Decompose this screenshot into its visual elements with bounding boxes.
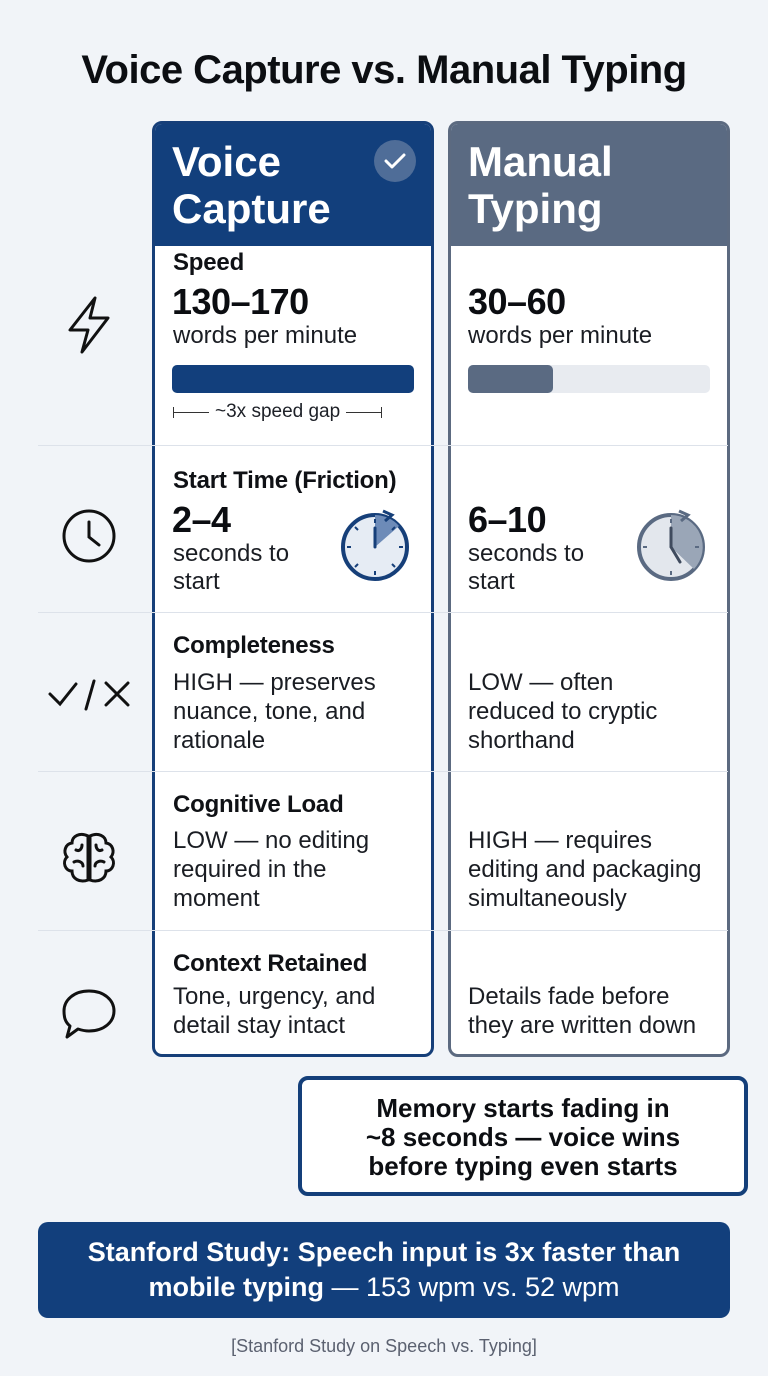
start-time-label: Start Time (Friction) xyxy=(173,467,397,494)
typing-heading-line2: Typing xyxy=(468,185,603,232)
typing-timer-icon xyxy=(632,506,710,589)
lightning-icon xyxy=(58,294,120,356)
typing-cognitive-line: simultaneously xyxy=(468,885,627,912)
typing-start-value: 6–10 xyxy=(468,499,547,540)
typing-context-line: they are written down xyxy=(468,1012,697,1039)
voice-cognitive-line: LOW — no editing xyxy=(173,827,370,854)
row-divider xyxy=(38,445,728,446)
speech-bubble-icon xyxy=(58,983,120,1045)
banner-line2-rest: — 153 wpm vs. 52 wpm xyxy=(323,1272,620,1302)
clock-icon xyxy=(58,505,120,567)
voice-completeness-line: HIGH — preserves xyxy=(173,669,376,696)
row-divider xyxy=(38,771,728,772)
voice-speed-bar xyxy=(172,365,414,393)
memory-callout xyxy=(298,1076,748,1196)
typing-heading-line1: Manual xyxy=(468,138,613,185)
banner-line2-bold: mobile typing xyxy=(148,1272,324,1302)
voice-speed-bar-fill xyxy=(172,365,414,393)
voice-speed-unit: words per minute xyxy=(173,322,358,349)
voice-completeness-line: rationale xyxy=(173,727,266,754)
typing-cognitive-line: editing and packaging xyxy=(468,856,702,883)
row-divider xyxy=(38,930,728,931)
voice-context-line: detail stay intact xyxy=(173,1012,346,1039)
typing-start-line1: seconds to xyxy=(468,540,585,567)
typing-speed-unit: words per minute xyxy=(468,322,653,349)
voice-context-text xyxy=(173,982,375,1040)
typing-completeness-line: LOW — often xyxy=(468,669,614,696)
callout-line: Memory starts fading in xyxy=(376,1093,670,1123)
typing-speed-bar-fill xyxy=(468,365,553,393)
stanford-study-banner xyxy=(38,1222,730,1318)
typing-completeness-line: reduced to cryptic xyxy=(468,698,658,725)
typing-completeness-text xyxy=(468,668,657,755)
typing-cognitive-line: HIGH — requires xyxy=(468,827,653,854)
voice-completeness-line: nuance, tone, and xyxy=(173,698,366,725)
voice-speed-value: 130–170 xyxy=(172,281,309,322)
voice-start-line1: seconds to xyxy=(173,540,290,567)
speed-gap-text: ~3x speed gap xyxy=(215,401,341,422)
voice-completeness-text xyxy=(173,668,376,755)
typing-context-line: Details fade before xyxy=(468,983,670,1010)
speed-label: Speed xyxy=(173,249,245,276)
voice-start-line2: start xyxy=(173,568,220,595)
typing-completeness-line: shorthand xyxy=(468,727,575,754)
banner-line1: Stanford Study: Speech input is 3x faster than xyxy=(87,1237,681,1267)
typing-column-header xyxy=(451,124,727,246)
voice-timer-icon xyxy=(336,506,414,589)
voice-column-header xyxy=(155,124,431,246)
voice-cognitive-line: required in the xyxy=(173,856,327,883)
callout-line: before typing even starts xyxy=(368,1151,678,1181)
typing-speed-value: 30–60 xyxy=(468,281,566,322)
callout-line: ~8 seconds — voice wins xyxy=(365,1122,681,1152)
source-citation: [Stanford Study on Speech vs. Typing] xyxy=(231,1336,537,1356)
typing-context-text xyxy=(468,982,696,1040)
voice-heading-line1: Voice xyxy=(172,138,281,185)
brain-icon xyxy=(58,828,120,890)
typing-speed-bar xyxy=(468,365,710,393)
speed-gap-note xyxy=(173,401,382,423)
typing-cognitive-text xyxy=(468,826,702,913)
row-divider xyxy=(38,612,728,613)
voice-start-value: 2–4 xyxy=(172,499,231,540)
context-retained-label: Context Retained xyxy=(173,950,368,977)
voice-context-line: Tone, urgency, and xyxy=(173,983,376,1010)
check-cross-icon xyxy=(46,663,136,725)
voice-heading-line2: Capture xyxy=(172,185,331,232)
check-icon xyxy=(374,140,416,182)
voice-cognitive-text xyxy=(173,826,369,913)
completeness-label: Completeness xyxy=(173,632,335,659)
voice-cognitive-line: moment xyxy=(173,885,260,912)
typing-start-line2: start xyxy=(468,568,515,595)
cognitive-load-label: Cognitive Load xyxy=(173,791,344,818)
page-title: Voice Capture vs. Manual Typing xyxy=(81,48,687,92)
